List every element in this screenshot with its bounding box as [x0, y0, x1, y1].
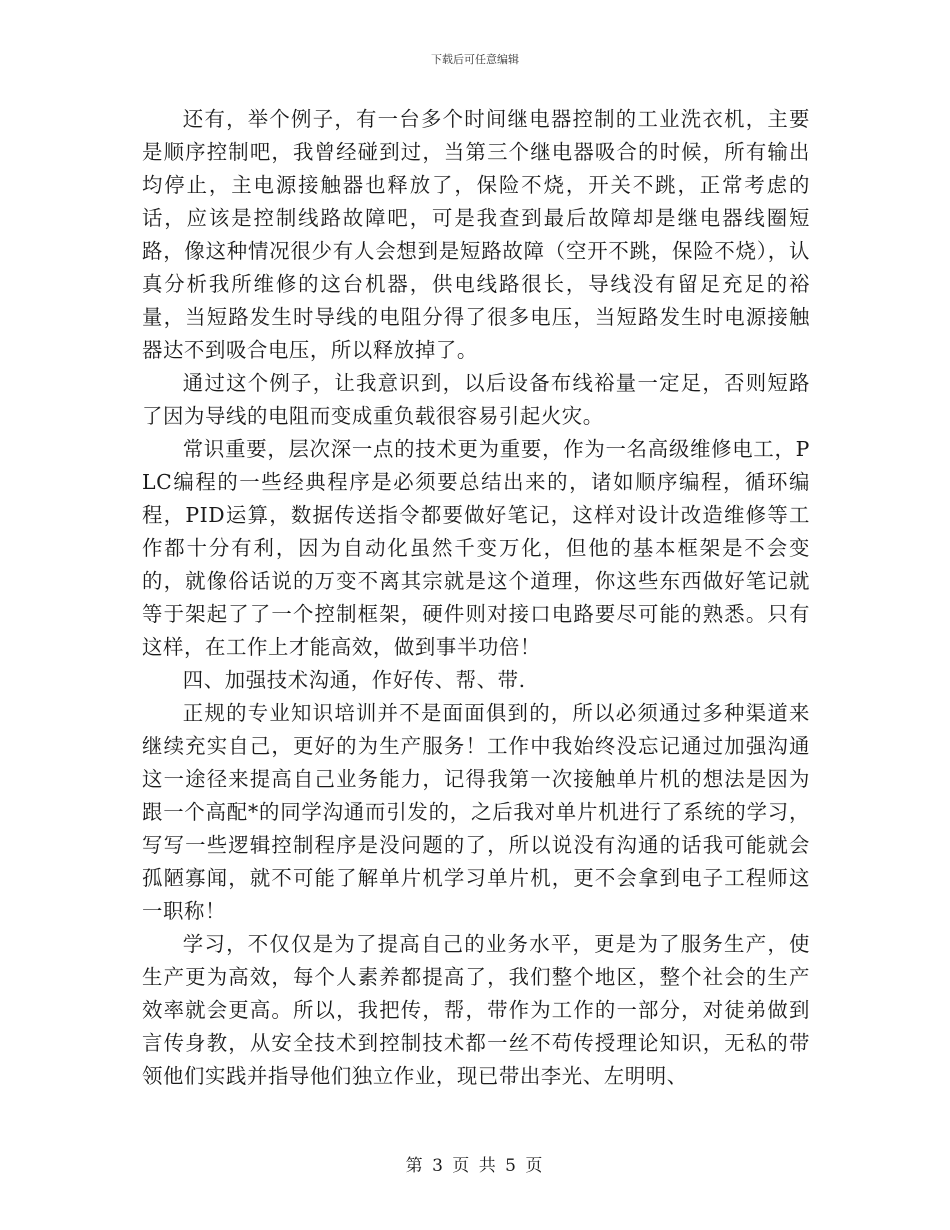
page-number-indicator: 第 3 页 共 5 页	[405, 1156, 545, 1176]
section-heading-communication: 四、加强技术沟通，作好传、帮、带.	[182, 668, 526, 692]
paragraph-plc-notes: 常识重要，层次深一点的技术更为重要，作为一名高级维修电工，PLC编程的一些经典程序是必须要总结出来的，诸如顺序编程，循环编程，PID运算，数据传送指令都要做好笔记，这样对设计改造维修等工作都十分有利，因为自动化虽然千变万化，但他的基本框架是不会变的，就像俗话说的万变不离其宗就是这个道理，你这些东西做好笔记就等于架起了了一个控制框架，硬件则对接口电路要尽可能的熟悉。只有这样，在工作上才能高效，做到事半功倍！	[142, 437, 810, 659]
paragraph-mentoring: 学习，不仅仅是为了提高自己的业务水平，更是为了服务生产，使生产更为高效，每个人素养都提高了，我们整个地区，整个社会的生产效率就会更高。所以，我把传，帮，带作为工作的一部分，对徒弟做到言传身教，从安全技术到控制技术都一丝不苟传授理论知识，无私的带领他们实践并指导他们独立作业，现已带出李光、左明明、	[142, 932, 810, 1088]
document-body	[142, 103, 810, 1093]
paragraph-lesson: 通过这个例子，让我意识到，以后设备布线裕量一定足，否则短路了因为导线的电阻而变成重负载很容易引起火灾。	[142, 371, 810, 428]
paragraph-example-story: 还有，举个例子，有一台多个时间继电器控制的工业洗衣机，主要是顺序控制吧，我曾经碰到过，当第三个继电器吸合的时候，所有输出均停止，主电源接触器也释放了，保险不烧，开关不跳，正常考虑的话，应该是控制线路故障吧，可是我查到最后故障却是继电器线圈短路，像这种情况很少有人会想到是短路故障（空开不跳，保险不烧），认真分析我所维修的这台机器，供电线路很长，导线没有留足充足的裕量，当短路发生时导线的电阻分得了很多电压，当短路发生时电源接触器达不到吸合电压，所以释放掉了。	[142, 107, 810, 362]
paragraph-training: 正规的专业知识培训并不是面面俱到的，所以必须通过多种渠道来继续充实自己，更好的为生产服务！工作中我始终没忘记通过加强沟通这一途径来提高自己业务能力，记得我第一次接触单片机的想法是因为跟一个高配*的同学沟通而引发的，之后我对单片机进行了系统的学习，写写一些逻辑控制程序是没问题的了，所以说没有沟通的话我可能就会孤陋寡闻，就不可能了解单片机学习单片机，更不会拿到电子工程师这一职称！	[142, 701, 810, 923]
page-header-note: 下载后可任意编辑	[431, 53, 519, 66]
